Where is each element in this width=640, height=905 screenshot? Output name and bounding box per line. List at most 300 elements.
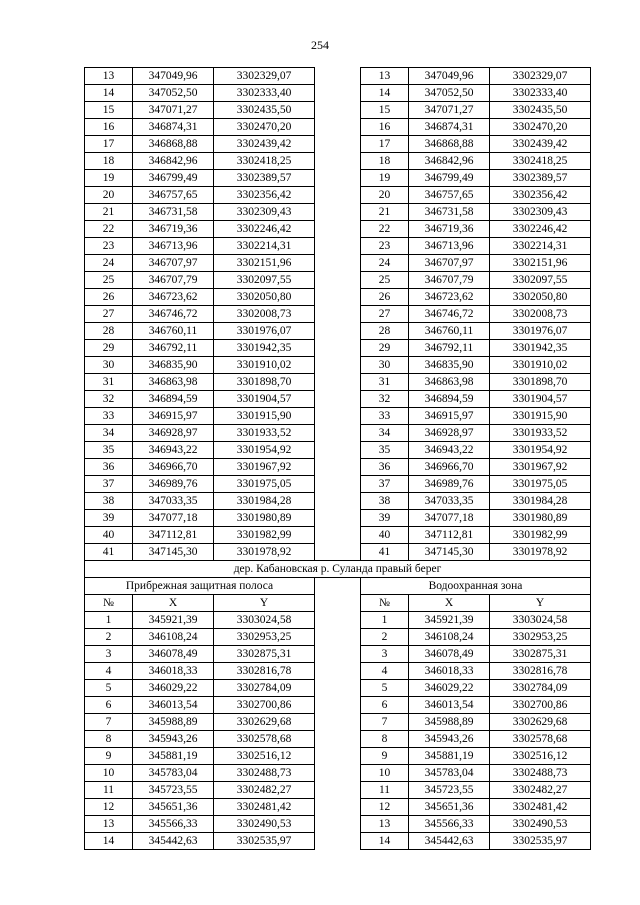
point-number-left: 25: [85, 272, 133, 289]
point-number-right: 4: [361, 663, 409, 680]
point-number-left: 34: [85, 425, 133, 442]
point-number-right: 11: [361, 782, 409, 799]
point-number-left: 27: [85, 306, 133, 323]
column-gap: [315, 731, 361, 748]
x-coordinate-right: 346792,11: [409, 340, 490, 357]
point-number-right: 23: [361, 238, 409, 255]
y-coordinate-left: 3303024,58: [214, 612, 315, 629]
point-number-left: 7: [85, 714, 133, 731]
y-coordinate-left: 3301975,05: [214, 476, 315, 493]
y-coordinate-right: 3302329,07: [490, 68, 591, 85]
table-row: [85, 816, 591, 833]
y-coordinate-left: 3302435,50: [214, 102, 315, 119]
column-gap: [315, 255, 361, 272]
x-coordinate-right: 346013,54: [409, 697, 490, 714]
point-number-right: 33: [361, 408, 409, 425]
y-coordinate-left: 3302488,73: [214, 765, 315, 782]
y-coordinate-left: 3302875,31: [214, 646, 315, 663]
x-coordinate-right: 346029,22: [409, 680, 490, 697]
point-number-right: 22: [361, 221, 409, 238]
x-coordinate-right: 347145,30: [409, 544, 490, 561]
y-coordinate-left: 3302516,12: [214, 748, 315, 765]
point-number-left: 35: [85, 442, 133, 459]
y-coordinate-right: 3302389,57: [490, 170, 591, 187]
column-gap: [315, 646, 361, 663]
point-number-right: 5: [361, 680, 409, 697]
header-x-left: X: [133, 595, 214, 612]
y-coordinate-right: 3302008,73: [490, 306, 591, 323]
table-row: [85, 255, 591, 272]
y-coordinate-right: 3302333,40: [490, 85, 591, 102]
y-coordinate-left: 3302333,40: [214, 85, 315, 102]
table-row: [85, 731, 591, 748]
y-coordinate-right: 3302578,68: [490, 731, 591, 748]
x-coordinate-left: 346842,96: [133, 153, 214, 170]
point-number-left: 23: [85, 238, 133, 255]
x-coordinate-left: 347077,18: [133, 510, 214, 527]
column-gap: [315, 340, 361, 357]
point-number-left: 24: [85, 255, 133, 272]
x-coordinate-left: 347145,30: [133, 544, 214, 561]
point-number-right: 40: [361, 527, 409, 544]
x-coordinate-left: 346029,22: [133, 680, 214, 697]
point-number-left: 9: [85, 748, 133, 765]
point-number-left: 16: [85, 119, 133, 136]
table-row: [85, 357, 591, 374]
y-coordinate-left: 3302482,27: [214, 782, 315, 799]
column-gap: [315, 493, 361, 510]
column-gap: [315, 459, 361, 476]
header-y-right: Y: [490, 595, 591, 612]
x-coordinate-left: 346894,59: [133, 391, 214, 408]
y-coordinate-right: 3301967,92: [490, 459, 591, 476]
x-coordinate-left: 346757,65: [133, 187, 214, 204]
point-number-left: 15: [85, 102, 133, 119]
y-coordinate-left: 3302151,96: [214, 255, 315, 272]
x-coordinate-left: 347049,96: [133, 68, 214, 85]
x-coordinate-left: 346989,76: [133, 476, 214, 493]
point-number-left: 13: [85, 68, 133, 85]
table-row: [85, 323, 591, 340]
y-coordinate-right: 3303024,58: [490, 612, 591, 629]
y-coordinate-left: 3302629,68: [214, 714, 315, 731]
x-coordinate-left: 345442,63: [133, 833, 214, 850]
table-row: [85, 629, 591, 646]
y-coordinate-right: 3302488,73: [490, 765, 591, 782]
x-coordinate-right: 346746,72: [409, 306, 490, 323]
y-coordinate-right: 3302435,50: [490, 102, 591, 119]
x-coordinate-right: 347112,81: [409, 527, 490, 544]
x-coordinate-left: 346835,90: [133, 357, 214, 374]
column-gap: [315, 629, 361, 646]
table-row: [85, 306, 591, 323]
y-coordinate-right: 3302629,68: [490, 714, 591, 731]
x-coordinate-left: 346966,70: [133, 459, 214, 476]
table-row: [85, 408, 591, 425]
point-number-right: 21: [361, 204, 409, 221]
table-row: [85, 68, 591, 85]
y-coordinate-right: 3301910,02: [490, 357, 591, 374]
point-number-left: 32: [85, 391, 133, 408]
y-coordinate-right: 3302050,80: [490, 289, 591, 306]
x-coordinate-left: 346719,36: [133, 221, 214, 238]
x-coordinate-right: 345988,89: [409, 714, 490, 731]
x-coordinate-right: 345943,26: [409, 731, 490, 748]
y-coordinate-left: 3301984,28: [214, 493, 315, 510]
x-coordinate-left: 345881,19: [133, 748, 214, 765]
x-coordinate-right: 346799,49: [409, 170, 490, 187]
y-coordinate-right: 3302439,42: [490, 136, 591, 153]
y-coordinate-left: 3302816,78: [214, 663, 315, 680]
y-coordinate-right: 3301984,28: [490, 493, 591, 510]
column-gap: [315, 476, 361, 493]
x-coordinate-left: 345566,33: [133, 816, 214, 833]
table-row: [85, 289, 591, 306]
column-gap: [315, 595, 361, 612]
point-number-left: 22: [85, 221, 133, 238]
point-number-right: 7: [361, 714, 409, 731]
column-gap: [315, 119, 361, 136]
column-gap: [315, 85, 361, 102]
point-number-right: 28: [361, 323, 409, 340]
point-number-left: 2: [85, 629, 133, 646]
x-coordinate-right: 345442,63: [409, 833, 490, 850]
column-gap: [315, 833, 361, 850]
page-number: 254: [311, 38, 329, 52]
y-coordinate-left: 3301978,92: [214, 544, 315, 561]
x-coordinate-left: 346018,33: [133, 663, 214, 680]
x-coordinate-left: 346792,11: [133, 340, 214, 357]
x-coordinate-right: 346723,62: [409, 289, 490, 306]
y-coordinate-right: 3302151,96: [490, 255, 591, 272]
section-title-row: [85, 561, 591, 578]
point-number-right: 19: [361, 170, 409, 187]
x-coordinate-right: 346713,96: [409, 238, 490, 255]
y-coordinate-right: 3302816,78: [490, 663, 591, 680]
x-coordinate-left: 346731,58: [133, 204, 214, 221]
y-coordinate-right: 3301980,89: [490, 510, 591, 527]
column-gap: [315, 68, 361, 85]
right-subtitle: Водоохранная зона: [361, 578, 591, 595]
point-number-left: 21: [85, 204, 133, 221]
x-coordinate-left: 346013,54: [133, 697, 214, 714]
point-number-right: 32: [361, 391, 409, 408]
y-coordinate-left: 3302535,97: [214, 833, 315, 850]
column-gap: [315, 306, 361, 323]
column-gap: [315, 170, 361, 187]
table-row: [85, 799, 591, 816]
top-rows: [85, 68, 591, 561]
column-gap: [315, 102, 361, 119]
point-number-right: 14: [361, 85, 409, 102]
x-coordinate-left: 346078,49: [133, 646, 214, 663]
column-gap: [315, 765, 361, 782]
y-coordinate-left: 3302700,86: [214, 697, 315, 714]
point-number-left: 4: [85, 663, 133, 680]
x-coordinate-right: 345651,36: [409, 799, 490, 816]
y-coordinate-left: 3301982,99: [214, 527, 315, 544]
y-coordinate-left: 3302470,20: [214, 119, 315, 136]
point-number-left: 33: [85, 408, 133, 425]
y-coordinate-left: 3301915,90: [214, 408, 315, 425]
y-coordinate-right: 3301942,35: [490, 340, 591, 357]
table-row: [85, 833, 591, 850]
x-coordinate-right: 346835,90: [409, 357, 490, 374]
point-number-right: 13: [361, 816, 409, 833]
column-header-row: [85, 595, 591, 612]
x-coordinate-left: 346723,62: [133, 289, 214, 306]
point-number-left: 30: [85, 357, 133, 374]
y-coordinate-left: 3301933,52: [214, 425, 315, 442]
y-coordinate-right: 3302700,86: [490, 697, 591, 714]
x-coordinate-right: 346731,58: [409, 204, 490, 221]
x-coordinate-right: 346863,98: [409, 374, 490, 391]
y-coordinate-right: 3302535,97: [490, 833, 591, 850]
y-coordinate-left: 3301904,57: [214, 391, 315, 408]
x-coordinate-left: 347071,27: [133, 102, 214, 119]
x-coordinate-left: 347033,35: [133, 493, 214, 510]
table-row: [85, 646, 591, 663]
y-coordinate-right: 3302214,31: [490, 238, 591, 255]
y-coordinate-left: 3302356,42: [214, 187, 315, 204]
x-coordinate-left: 345988,89: [133, 714, 214, 731]
y-coordinate-left: 3302418,25: [214, 153, 315, 170]
x-coordinate-right: 345921,39: [409, 612, 490, 629]
column-gap: [315, 408, 361, 425]
x-coordinate-left: 345783,04: [133, 765, 214, 782]
point-number-right: 37: [361, 476, 409, 493]
x-coordinate-left: 346746,72: [133, 306, 214, 323]
column-gap: [315, 816, 361, 833]
point-number-right: 25: [361, 272, 409, 289]
y-coordinate-left: 3302214,31: [214, 238, 315, 255]
table-row: [85, 476, 591, 493]
section-header: [85, 561, 591, 612]
point-number-right: 26: [361, 289, 409, 306]
column-gap: [315, 697, 361, 714]
x-coordinate-left: 346707,79: [133, 272, 214, 289]
column-gap: [315, 510, 361, 527]
table-row: [85, 136, 591, 153]
point-number-left: 39: [85, 510, 133, 527]
table-row: [85, 714, 591, 731]
table-row: [85, 544, 591, 561]
point-number-right: 30: [361, 357, 409, 374]
column-gap: [315, 578, 361, 595]
column-gap: [315, 221, 361, 238]
point-number-right: 35: [361, 442, 409, 459]
y-coordinate-right: 3302490,53: [490, 816, 591, 833]
point-number-left: 11: [85, 782, 133, 799]
y-coordinate-left: 3302578,68: [214, 731, 315, 748]
table-row: [85, 391, 591, 408]
point-number-right: 38: [361, 493, 409, 510]
x-coordinate-left: 345723,55: [133, 782, 214, 799]
table-row: [85, 425, 591, 442]
x-coordinate-left: 346760,11: [133, 323, 214, 340]
table-row: [85, 204, 591, 221]
y-coordinate-left: 3301898,70: [214, 374, 315, 391]
table-row: [85, 340, 591, 357]
x-coordinate-left: 346108,24: [133, 629, 214, 646]
x-coordinate-right: 346966,70: [409, 459, 490, 476]
point-number-left: 36: [85, 459, 133, 476]
table-row: [85, 85, 591, 102]
column-gap: [315, 357, 361, 374]
x-coordinate-left: 346943,22: [133, 442, 214, 459]
table-row: [85, 102, 591, 119]
y-coordinate-left: 3301910,02: [214, 357, 315, 374]
section-title: дер. Кабановская р. Суланда правый берег: [85, 561, 591, 578]
point-number-right: 16: [361, 119, 409, 136]
column-gap: [315, 238, 361, 255]
point-number-left: 26: [85, 289, 133, 306]
x-coordinate-right: 346707,79: [409, 272, 490, 289]
point-number-left: 38: [85, 493, 133, 510]
point-number-right: 13: [361, 68, 409, 85]
header-n-right: №: [361, 595, 409, 612]
y-coordinate-right: 3301982,99: [490, 527, 591, 544]
y-coordinate-left: 3301954,92: [214, 442, 315, 459]
point-number-left: 18: [85, 153, 133, 170]
x-coordinate-left: 345651,36: [133, 799, 214, 816]
table-row: [85, 459, 591, 476]
x-coordinate-right: 346868,88: [409, 136, 490, 153]
y-coordinate-left: 3302439,42: [214, 136, 315, 153]
y-coordinate-left: 3302309,43: [214, 204, 315, 221]
x-coordinate-right: 346894,59: [409, 391, 490, 408]
coordinates-table: [84, 67, 591, 850]
y-coordinate-right: 3301898,70: [490, 374, 591, 391]
table-row: [85, 272, 591, 289]
y-coordinate-right: 3301915,90: [490, 408, 591, 425]
y-coordinate-right: 3302246,42: [490, 221, 591, 238]
x-coordinate-left: 346915,97: [133, 408, 214, 425]
x-coordinate-right: 345723,55: [409, 782, 490, 799]
table-row: [85, 238, 591, 255]
y-coordinate-right: 3302356,42: [490, 187, 591, 204]
x-coordinate-left: 346874,31: [133, 119, 214, 136]
point-number-right: 14: [361, 833, 409, 850]
point-number-right: 29: [361, 340, 409, 357]
point-number-right: 3: [361, 646, 409, 663]
y-coordinate-right: 3302097,55: [490, 272, 591, 289]
point-number-left: 40: [85, 527, 133, 544]
y-coordinate-right: 3302516,12: [490, 748, 591, 765]
point-number-right: 27: [361, 306, 409, 323]
x-coordinate-right: 345881,19: [409, 748, 490, 765]
point-number-right: 15: [361, 102, 409, 119]
column-gap: [315, 187, 361, 204]
column-gap: [315, 782, 361, 799]
x-coordinate-left: 346799,49: [133, 170, 214, 187]
y-coordinate-right: 3302953,25: [490, 629, 591, 646]
point-number-left: 8: [85, 731, 133, 748]
point-number-left: 17: [85, 136, 133, 153]
x-coordinate-left: 347052,50: [133, 85, 214, 102]
point-number-right: 24: [361, 255, 409, 272]
point-number-right: 36: [361, 459, 409, 476]
column-gap: [315, 136, 361, 153]
table-row: [85, 170, 591, 187]
x-coordinate-right: 346874,31: [409, 119, 490, 136]
y-coordinate-right: 3301933,52: [490, 425, 591, 442]
x-coordinate-left: 347112,81: [133, 527, 214, 544]
header-n-left: №: [85, 595, 133, 612]
point-number-left: 13: [85, 816, 133, 833]
column-gap: [315, 391, 361, 408]
y-coordinate-right: 3302418,25: [490, 153, 591, 170]
table-row: [85, 765, 591, 782]
point-number-left: 20: [85, 187, 133, 204]
x-coordinate-right: 347071,27: [409, 102, 490, 119]
x-coordinate-left: 346863,98: [133, 374, 214, 391]
coordinates-document: [84, 67, 602, 850]
y-coordinate-left: 3302050,80: [214, 289, 315, 306]
point-number-right: 39: [361, 510, 409, 527]
column-gap: [315, 323, 361, 340]
table-row: [85, 187, 591, 204]
point-number-left: 10: [85, 765, 133, 782]
point-number-right: 10: [361, 765, 409, 782]
header-x-right: X: [409, 595, 490, 612]
point-number-right: 8: [361, 731, 409, 748]
x-coordinate-right: 346719,36: [409, 221, 490, 238]
x-coordinate-right: 346989,76: [409, 476, 490, 493]
subtitle-row: [85, 578, 591, 595]
table-row: [85, 527, 591, 544]
y-coordinate-left: 3302329,07: [214, 68, 315, 85]
y-coordinate-right: 3301904,57: [490, 391, 591, 408]
point-number-right: 2: [361, 629, 409, 646]
x-coordinate-right: 346757,65: [409, 187, 490, 204]
y-coordinate-left: 3302389,57: [214, 170, 315, 187]
x-coordinate-left: 345943,26: [133, 731, 214, 748]
table-row: [85, 663, 591, 680]
point-number-right: 1: [361, 612, 409, 629]
point-number-left: 5: [85, 680, 133, 697]
point-number-left: 19: [85, 170, 133, 187]
point-number-right: 17: [361, 136, 409, 153]
x-coordinate-right: 346760,11: [409, 323, 490, 340]
column-gap: [315, 663, 361, 680]
x-coordinate-left: 346868,88: [133, 136, 214, 153]
x-coordinate-right: 347052,50: [409, 85, 490, 102]
y-coordinate-left: 3302246,42: [214, 221, 315, 238]
column-gap: [315, 799, 361, 816]
point-number-right: 20: [361, 187, 409, 204]
y-coordinate-right: 3301976,07: [490, 323, 591, 340]
x-coordinate-right: 346707,97: [409, 255, 490, 272]
y-coordinate-right: 3302470,20: [490, 119, 591, 136]
x-coordinate-right: 345566,33: [409, 816, 490, 833]
point-number-left: 14: [85, 833, 133, 850]
x-coordinate-right: 346018,33: [409, 663, 490, 680]
point-number-left: 14: [85, 85, 133, 102]
table-row: [85, 748, 591, 765]
table-row: [85, 374, 591, 391]
x-coordinate-right: 347049,96: [409, 68, 490, 85]
column-gap: [315, 289, 361, 306]
point-number-left: 31: [85, 374, 133, 391]
y-coordinate-left: 3301980,89: [214, 510, 315, 527]
x-coordinate-right: 346943,22: [409, 442, 490, 459]
point-number-left: 28: [85, 323, 133, 340]
point-number-left: 3: [85, 646, 133, 663]
column-gap: [315, 153, 361, 170]
y-coordinate-left: 3301942,35: [214, 340, 315, 357]
x-coordinate-right: 347077,18: [409, 510, 490, 527]
